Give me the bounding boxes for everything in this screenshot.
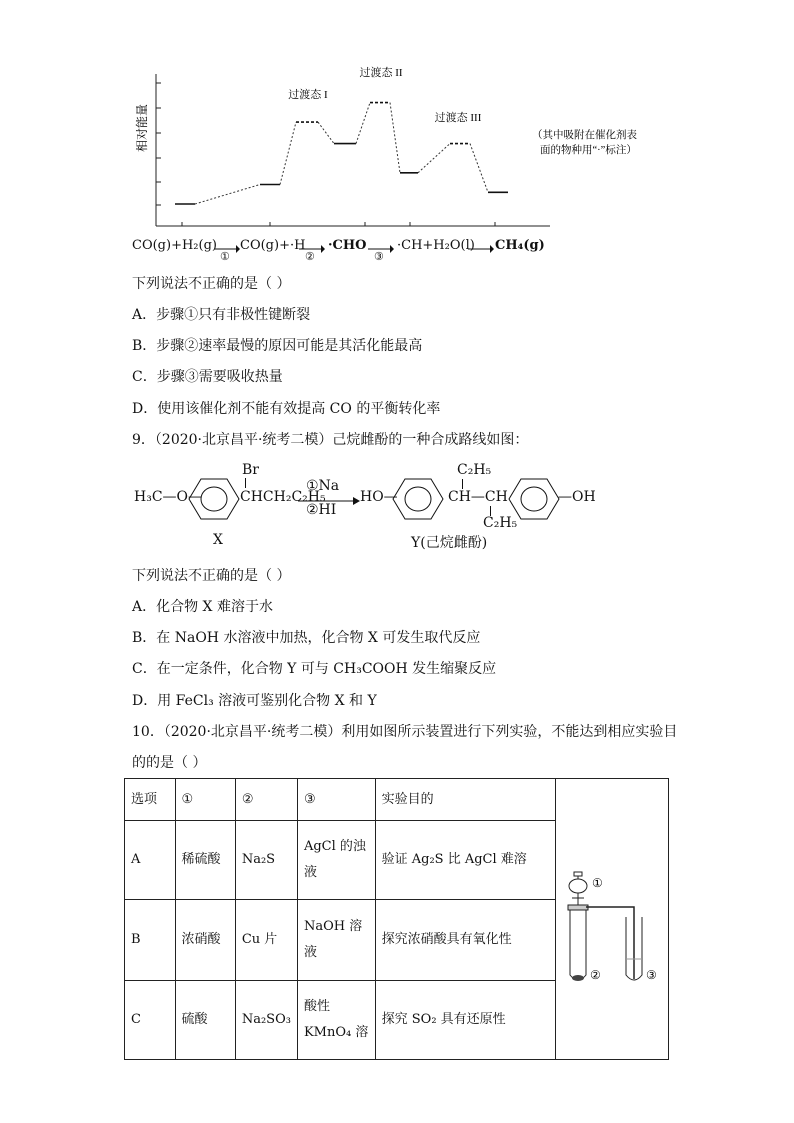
q8-stem: 下列说法不正确的是（ ） (132, 276, 291, 292)
y-c2h5-bottom: C₂H₅ (483, 515, 518, 531)
species-1: CO(g)+H₂(g) (132, 238, 217, 253)
header-option: 选项 (125, 779, 176, 821)
apparatus-label-3: ③ (645, 968, 657, 982)
row-c-1: 硫酸 (175, 981, 235, 1060)
q10-title-line1: 10．（2020·北京昌平·统考二模）利用如图所示装置进行下列实验，不能达到相应实验目 (132, 724, 678, 740)
step-3: ③ (374, 250, 384, 263)
energy-connector (356, 103, 370, 144)
species-3: ·CHO (328, 238, 367, 253)
apparatus-label-2: ② (589, 968, 601, 982)
y-ho: HO— (360, 489, 398, 505)
ts3-label: 过渡态 III (434, 112, 482, 124)
br-bond (245, 478, 246, 488)
y-oh: —OH (558, 489, 596, 505)
header-purpose: 实验目的 (375, 779, 555, 821)
q10-title-line2: 的的是（ ） (132, 755, 207, 771)
x-methoxy: H₃C—O— (134, 489, 203, 505)
q8-option-d[interactable]: D．使用该催化剂不能有效提高 CO 的平衡转化率 (132, 401, 441, 417)
header-3: ③ (297, 779, 375, 821)
step-2: ② (305, 250, 315, 263)
benzene-ring-y1 (392, 476, 444, 522)
q9-stem: 下列说法不正确的是（ ） (132, 568, 291, 584)
header-1: ① (175, 779, 235, 821)
note-line1: （其中吸附在催化剂表 (532, 130, 637, 141)
energy-connector (195, 185, 260, 205)
ts1-label: 过渡态 I (288, 89, 328, 101)
top-bond (462, 479, 463, 489)
energy-connector (418, 144, 450, 173)
q9-option-d[interactable]: D．用 FeCl₃ 溶液可鉴别化合物 X 和 Y (132, 693, 377, 709)
row-b-2: Cu 片 (235, 900, 297, 981)
benzene-ring-y2 (508, 476, 560, 522)
apparatus-diagram (556, 779, 668, 1049)
species-5: CH₄(g) (495, 238, 545, 253)
row-c-3: 酸性 KMnO₄ 溶 (297, 981, 375, 1060)
row-b-1: 浓硝酸 (175, 900, 235, 981)
row-a-purpose: 验证 Ag₂S 比 AgCl 难溶 (375, 821, 555, 900)
row-a-1: 稀硫酸 (175, 821, 235, 900)
reagent-1: ①Na (306, 478, 340, 494)
row-b-option: B (125, 900, 176, 981)
energy-connector (390, 103, 400, 173)
row-c-2: Na₂SO₃ (235, 981, 297, 1060)
q9-option-b[interactable]: B．在 NaOH 水溶液中加热，化合物 X 可发生取代反应 (132, 630, 481, 646)
x-ticks (182, 222, 495, 226)
benzene-ring-x (188, 476, 240, 522)
q9-title: 9．（2020·北京昌平·统考二模）己烷雌酚的一种合成路线如图： (132, 432, 529, 448)
q8-option-a[interactable]: A．步骤①只有非极性键断裂 (132, 307, 311, 323)
row-c-option: C (125, 981, 176, 1060)
step-1: ① (220, 250, 230, 263)
apparatus-cell (555, 779, 668, 1060)
label-x: X (213, 532, 223, 548)
experiment-table (124, 778, 669, 1060)
species-2: CO(g)+·H (240, 238, 306, 253)
apparatus-label-1: ① (591, 876, 603, 890)
q9-scheme (130, 462, 690, 562)
arrow-4 (468, 243, 494, 255)
table-header-row (125, 779, 669, 821)
q9-option-a[interactable]: A．化合物 X 难溶于水 (132, 599, 273, 615)
row-a-2: Na₂S (235, 821, 297, 900)
q9-option-c[interactable]: C．在一定条件，化合物 Y 可与 CH₃COOH 发生缩聚反应 (132, 661, 497, 677)
energy-connector (280, 122, 296, 184)
row-b-3: NaOH 溶液 (297, 900, 375, 981)
y-ticks (156, 83, 161, 205)
row-b-purpose: 探究浓硝酸具有氧化性 (375, 900, 555, 981)
q8-option-b[interactable]: B．步骤②速率最慢的原因可能是其活化能最高 (132, 338, 423, 354)
y-c2h5-top: C₂H₅ (457, 462, 492, 478)
energy-connector (470, 144, 488, 193)
label-y: Y(己烷雌酚) (411, 535, 488, 551)
x-br: Br (242, 462, 259, 478)
reaction-sequence (132, 238, 692, 264)
energy-diagram (120, 58, 680, 268)
header-2: ② (235, 779, 297, 821)
row-c-purpose: 探究 SO₂ 具有还原性 (375, 981, 555, 1060)
row-a-3: AgCl 的浊液 (297, 821, 375, 900)
row-a-option: A (125, 821, 176, 900)
y-axis-label: 相对能量 (135, 103, 149, 153)
energy-connector (318, 122, 334, 143)
reagent-2: ②HI (306, 502, 337, 518)
species-4: ·CH+H₂O(l) (397, 238, 475, 253)
y-ch-ch: CH—CH (448, 489, 508, 505)
x-chain: CHCH₂C₂H₅ (240, 489, 326, 505)
q8-option-c[interactable]: C．步骤③需要吸收热量 (132, 369, 283, 385)
note-line2: 面的物种用“·”标注） (540, 145, 637, 156)
ts2-label: 过渡态 II (359, 67, 403, 79)
